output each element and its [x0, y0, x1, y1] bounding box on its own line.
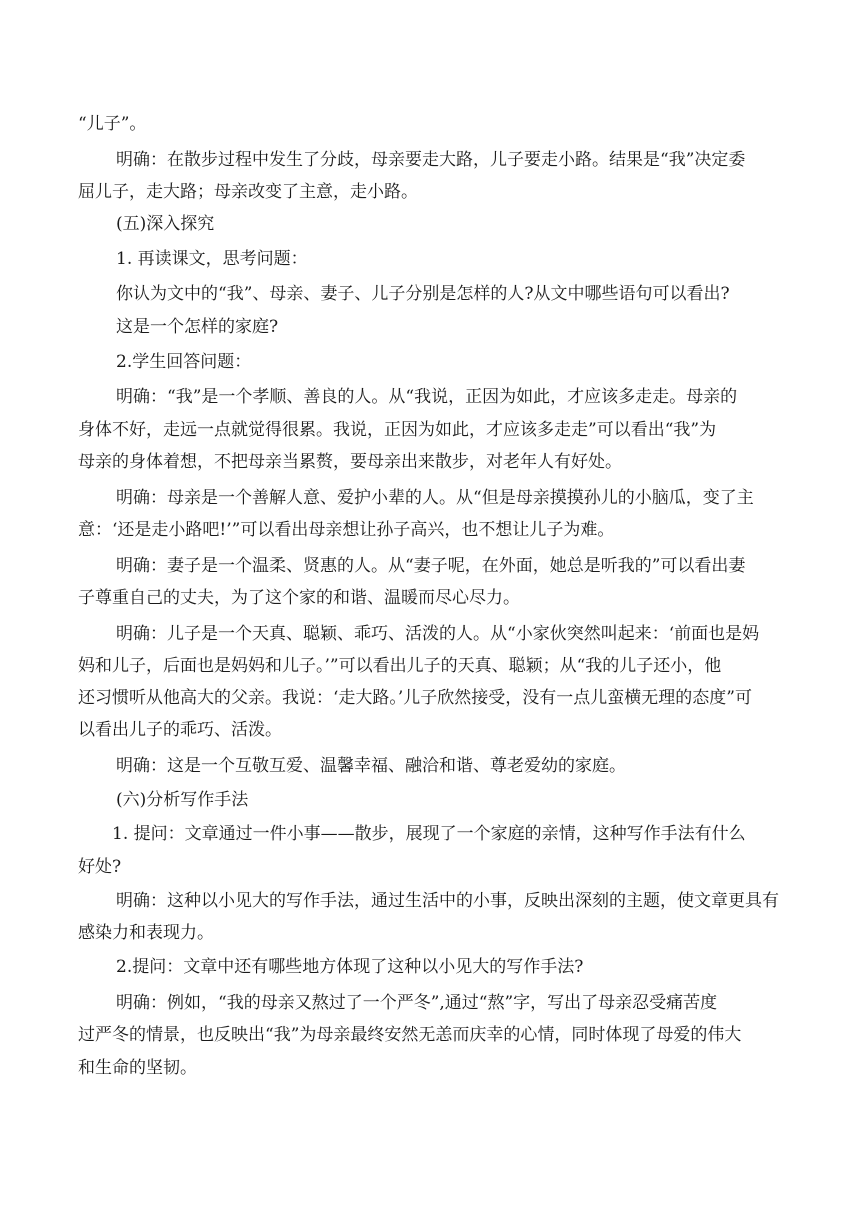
- text-line: 子尊重自己的丈夫，为了这个家的和谐、温暖而尽心尽力。: [78, 588, 520, 608]
- section-heading: (五)深入探究: [116, 214, 215, 234]
- text-line: 明确：儿子是一个天真、聪颖、乖巧、活泼的人。从“小家伙突然叫起来：‘前面也是妈: [116, 624, 760, 644]
- text-line: 明确：这种以小见大的写作手法，通过生活中的小事，反映出深刻的主题，使文章更具有: [116, 891, 779, 911]
- text-line: 明确：妻子是一个温柔、贤惠的人。从“妻子呢，在外面，她总是听我的”可以看出妻: [116, 556, 746, 576]
- text-line: 明确：“我”是一个孝顺、善良的人。从“我说，正因为如此，才应该多走走。母亲的: [116, 387, 738, 407]
- text-line: 感染力和表现力。: [78, 923, 214, 943]
- text-line: 以看出儿子的乖巧、活泼。: [78, 720, 282, 740]
- text-line: 意：‘还是走小路吧!’”可以看出母亲想让孙子高兴，也不想让儿子为难。: [78, 520, 615, 540]
- text-line: 好处?: [78, 857, 122, 877]
- text-line: 明确：在散步过程中发生了分歧，母亲要走大路，儿子要走小路。结果是“我”决定委: [116, 150, 746, 170]
- text-line: 1. 提问：文章通过一件小事——散步，展现了一个家庭的亲情，这种写作手法有什么: [112, 824, 746, 844]
- text-line: 明确：例如，“我的母亲又熬过了一个严冬”,通过“熬”字，写出了母亲忍受痛苦度: [116, 993, 718, 1013]
- text-line: 1. 再读课文，思考问题：: [116, 249, 308, 269]
- text-line: 身体不好，走远一点就觉得很累。我说，正因为如此，才应该多走走”可以看出“我”为: [78, 420, 717, 440]
- text-line: 这是一个怎样的家庭?: [116, 317, 279, 337]
- text-line: 2.学生回答问题：: [116, 352, 252, 372]
- text-line: 你认为文中的“我”、母亲、妻子、儿子分别是怎样的人?从文中哪些语句可以看出?: [116, 284, 730, 304]
- text-line: 和生命的坚韧。: [78, 1058, 197, 1078]
- text-line: 妈和儿子，后面也是妈妈和儿子。’”可以看出儿子的天真、聪颖；从“我的儿子还小，他: [78, 656, 722, 676]
- text-line: 明确：母亲是一个善解人意、爱护小辈的人。从“但是母亲摸摸孙儿的小脑瓜，变了主: [116, 488, 754, 508]
- text-line: 明确：这是一个互敬互爱、温馨幸福、融洽和谐、尊老爱幼的家庭。: [116, 756, 626, 776]
- text-line: 母亲的身体着想，不把母亲当累赘，要母亲出来散步，对老年人有好处。: [78, 452, 622, 472]
- text-line: 还习惯听从他高大的父亲。我说：‘走大路。’儿子欣然接受，没有一点儿蛮横无理的态度”可: [78, 688, 752, 708]
- text-line: 过严冬的情景，也反映出“我”为母亲最终安然无恙而庆幸的心情，同时体现了母爱的伟大: [78, 1025, 742, 1045]
- text-line: “儿子”。: [78, 114, 147, 134]
- section-heading: (六)分析写作手法: [116, 790, 249, 810]
- text-line: 屈儿子，走大路；母亲改变了主意，走小路。: [78, 182, 418, 202]
- text-line: 2.提问：文章中还有哪些地方体现了这种以小见大的写作手法?: [116, 957, 584, 977]
